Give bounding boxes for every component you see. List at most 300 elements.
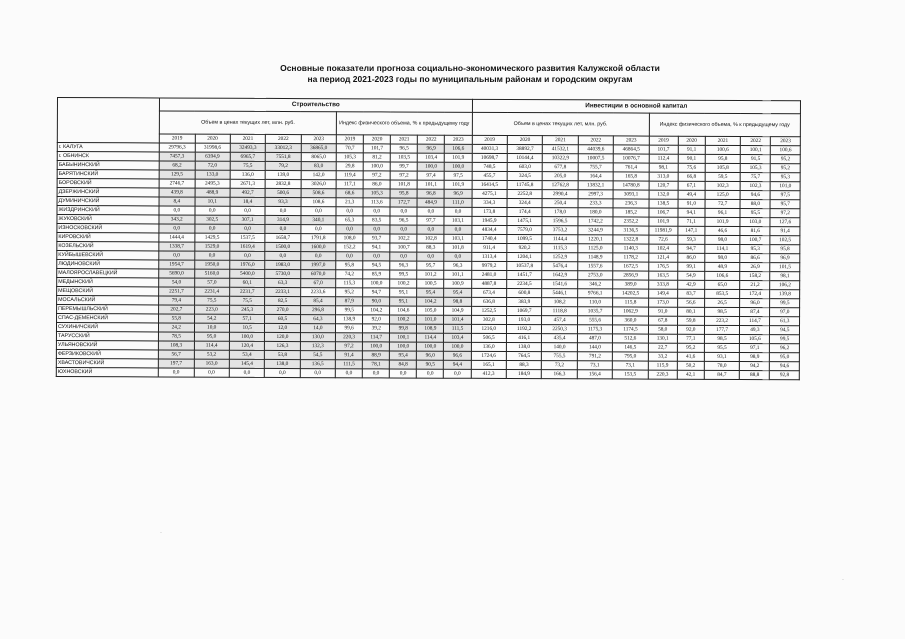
value-cell: 296,8 bbox=[300, 306, 335, 315]
value-cell: 92,8 bbox=[770, 371, 800, 380]
value-cell: 0,0 bbox=[229, 368, 264, 377]
value-cell: 98,0 bbox=[705, 235, 740, 244]
value-cell: 205,0 bbox=[543, 172, 578, 181]
value-cell: 95,4 bbox=[444, 288, 471, 297]
value-cell: 136,0 bbox=[471, 342, 506, 351]
municipality-name: г. КАЛУГА bbox=[57, 143, 159, 152]
value-cell: 2481,0 bbox=[471, 270, 506, 279]
value-cell: 92,0 bbox=[677, 325, 704, 334]
value-cell: 95,8 bbox=[336, 261, 363, 270]
value-cell: 96,0 bbox=[740, 298, 770, 307]
value-cell: 101,7 bbox=[649, 145, 678, 154]
value-cell: 755,5 bbox=[542, 352, 577, 361]
value-cell: 1724,6 bbox=[471, 351, 506, 360]
value-cell: 95,0 bbox=[770, 353, 800, 362]
value-cell: 603,0 bbox=[507, 162, 542, 171]
value-cell: 48,9 bbox=[705, 262, 740, 271]
value-cell: 91,4 bbox=[770, 227, 800, 236]
value-cell: 2671,3 bbox=[230, 179, 265, 188]
value-cell: 4887,8 bbox=[471, 279, 506, 288]
value-cell: 100,7 bbox=[390, 243, 417, 252]
indicators-table bbox=[56, 97, 801, 380]
value-cell: 108,9 bbox=[417, 324, 444, 333]
value-cell: 1192,2 bbox=[506, 324, 541, 333]
value-cell: 94,7 bbox=[363, 288, 390, 297]
value-cell: 0,0 bbox=[390, 207, 417, 216]
subheader-investment-index: Индекс физического объема, % к предыдущему году bbox=[649, 113, 800, 137]
year-header: 2023 bbox=[445, 135, 472, 144]
value-cell: 2832,8 bbox=[265, 179, 300, 188]
value-cell: 72,7 bbox=[705, 199, 740, 208]
value-cell: 102,4 bbox=[648, 244, 677, 253]
value-cell: 85,4 bbox=[300, 297, 335, 306]
value-cell: 324,5 bbox=[507, 171, 542, 180]
value-cell: 313,0 bbox=[649, 172, 678, 181]
document-title-line1: Основные показатели прогноза социально-экономического развития Калужской области bbox=[280, 63, 660, 73]
value-cell: 26,9 bbox=[740, 262, 770, 271]
value-cell: 102,3 bbox=[705, 181, 740, 190]
value-cell: 95,8 bbox=[390, 189, 417, 198]
value-cell: 46864,5 bbox=[613, 145, 648, 154]
value-cell: 67,0 bbox=[300, 279, 335, 288]
value-cell: 101,8 bbox=[390, 180, 417, 189]
value-cell: 12762,8 bbox=[543, 181, 578, 190]
value-cell: 24,2 bbox=[159, 323, 194, 332]
value-cell: 164,4 bbox=[578, 172, 613, 181]
value-cell: 1429,5 bbox=[194, 233, 229, 242]
value-cell: 40031,3 bbox=[472, 144, 507, 153]
value-cell: 81,6 bbox=[740, 226, 770, 235]
value-cell: 677,8 bbox=[543, 163, 578, 172]
value-cell: 99,8 bbox=[390, 324, 417, 333]
value-cell: 90,0 bbox=[363, 297, 390, 306]
value-cell: 555,6 bbox=[577, 316, 612, 325]
value-cell: 4834,4 bbox=[472, 225, 507, 234]
value-cell: 101,1 bbox=[444, 270, 471, 279]
value-cell: 172,4 bbox=[740, 289, 770, 298]
value-cell: 1740,4 bbox=[471, 234, 506, 243]
value-cell: 2250,3 bbox=[542, 325, 577, 334]
value-cell: 1642,9 bbox=[542, 271, 577, 280]
value-cell: 178,0 bbox=[542, 208, 577, 217]
value-cell: 50,2 bbox=[677, 361, 704, 370]
value-cell: 94,2 bbox=[740, 361, 770, 370]
value-cell: 90,1 bbox=[678, 154, 705, 163]
value-cell: 102,5 bbox=[770, 236, 800, 245]
value-cell: 9766,1 bbox=[577, 289, 612, 298]
year-header: 2023 bbox=[771, 137, 801, 146]
value-cell: 56,7 bbox=[158, 350, 193, 359]
value-cell: 0,0 bbox=[444, 252, 471, 261]
value-cell: 0,0 bbox=[336, 252, 363, 261]
value-cell: 100,0 bbox=[445, 162, 472, 171]
value-cell: 31998,6 bbox=[195, 143, 230, 152]
value-cell: 484,9 bbox=[417, 198, 444, 207]
value-cell: 80,1 bbox=[677, 307, 704, 316]
value-cell: 95,2 bbox=[771, 155, 801, 164]
value-cell: 3026,0 bbox=[301, 180, 336, 189]
value-cell: 97,5 bbox=[771, 191, 801, 200]
value-cell: 223,0 bbox=[194, 305, 229, 314]
value-cell: 49,4 bbox=[678, 190, 705, 199]
municipality-name: КУЙБЫШЕВСКИЙ bbox=[57, 251, 159, 260]
value-cell: 120,0 bbox=[265, 332, 300, 341]
value-cell: 165,1 bbox=[471, 360, 506, 369]
value-cell: 91,1 bbox=[678, 145, 705, 154]
value-cell: 68,6 bbox=[336, 189, 363, 198]
value-cell: 4275,1 bbox=[472, 189, 507, 198]
value-cell: 114,7 bbox=[363, 333, 390, 342]
value-cell: 1035,7 bbox=[577, 307, 612, 316]
value-cell: 95,5 bbox=[704, 343, 739, 352]
value-cell: 1062,9 bbox=[613, 307, 648, 316]
municipality-name: ЖИЗДРИНСКИЙ bbox=[57, 206, 159, 215]
document-title-line2: на период 2021-2023 годы по муниципальным районам и городским округам bbox=[307, 74, 633, 84]
value-cell: 100,0 bbox=[417, 342, 444, 351]
value-cell: 1997,0 bbox=[300, 261, 335, 270]
year-header: 2022 bbox=[418, 135, 445, 144]
value-cell: 360,0 bbox=[613, 316, 648, 325]
value-cell: 10698,7 bbox=[472, 153, 507, 162]
value-cell: 100,0 bbox=[363, 342, 390, 351]
year-header: 2021 bbox=[705, 136, 740, 145]
value-cell: 98,9 bbox=[740, 352, 770, 361]
value-cell: 0,0 bbox=[159, 206, 194, 215]
value-cell: 100,6 bbox=[771, 146, 801, 155]
value-cell: 105,3 bbox=[363, 189, 390, 198]
value-cell: 83,7 bbox=[677, 289, 704, 298]
value-cell: 99,6 bbox=[336, 324, 363, 333]
municipality-name: МАЛОЯРОСЛАВЕЦКИЙ bbox=[57, 269, 159, 278]
value-cell: 56,6 bbox=[677, 298, 704, 307]
value-cell: 101,9 bbox=[445, 180, 472, 189]
value-cell: 3093,1 bbox=[613, 190, 648, 199]
value-cell: 307,1 bbox=[230, 215, 265, 224]
value-cell: 108,2 bbox=[542, 298, 577, 307]
value-cell: 3136,5 bbox=[613, 226, 648, 235]
value-cell: 220,3 bbox=[648, 370, 677, 379]
value-cell: 96,9 bbox=[418, 144, 445, 153]
municipality-name: ФЕРЗИКОВСКИЙ bbox=[56, 349, 158, 358]
value-cell: 0,0 bbox=[300, 369, 335, 378]
value-cell: 54,2 bbox=[194, 314, 229, 323]
value-cell: 96,3 bbox=[444, 261, 471, 270]
year-header: 2020 bbox=[678, 136, 705, 145]
value-cell: 61,3 bbox=[770, 317, 800, 326]
value-cell: 78,0 bbox=[704, 361, 739, 370]
value-cell: 104,6 bbox=[390, 306, 417, 315]
value-cell: 73,1 bbox=[613, 361, 648, 370]
municipality-name: ПЕРЕМЫШЛЬСКИЙ bbox=[57, 305, 159, 314]
value-cell: 87,4 bbox=[740, 307, 770, 316]
value-cell: 1204,1 bbox=[507, 252, 542, 261]
value-cell: 136,0 bbox=[230, 170, 265, 179]
value-cell: 0,0 bbox=[158, 368, 193, 377]
value-cell: 506,5 bbox=[471, 333, 506, 342]
municipality-name: УЛЬЯНОВСКИЙ bbox=[56, 340, 158, 349]
value-cell: 487,0 bbox=[577, 334, 612, 343]
value-cell: 1451,7 bbox=[507, 270, 542, 279]
value-cell: 68,2 bbox=[159, 161, 194, 170]
value-cell: 1125,0 bbox=[578, 244, 613, 253]
value-cell: 83,0 bbox=[301, 162, 336, 171]
value-cell: 220,3 bbox=[336, 333, 363, 342]
value-cell: 42,9 bbox=[677, 280, 704, 289]
value-cell: 223,2 bbox=[704, 316, 739, 325]
year-header: 2023 bbox=[301, 135, 336, 144]
value-cell: 72,6 bbox=[649, 235, 678, 244]
value-cell: 346,2 bbox=[577, 280, 612, 289]
value-cell: 185,2 bbox=[613, 208, 648, 217]
value-cell: 95,7 bbox=[771, 200, 801, 209]
value-cell: 1672,5 bbox=[613, 262, 648, 271]
value-cell: 302,5 bbox=[194, 215, 229, 224]
value-cell: 87,9 bbox=[336, 297, 363, 306]
value-cell: 5160,0 bbox=[194, 269, 229, 278]
subheader-construction-index: Индекс физического объема, % к предыдущему году bbox=[336, 112, 472, 136]
value-cell: 439,8 bbox=[159, 188, 194, 197]
value-cell: 101,0 bbox=[771, 182, 801, 191]
value-cell: 0,0 bbox=[194, 206, 229, 215]
value-cell: 102,3 bbox=[740, 181, 770, 190]
value-cell: 1175,3 bbox=[577, 325, 612, 334]
value-cell: 97,0 bbox=[770, 308, 800, 317]
value-cell: 2231,7 bbox=[230, 287, 265, 296]
value-cell: 130,0 bbox=[300, 333, 335, 342]
value-cell: 96,0 bbox=[417, 351, 444, 360]
value-cell: 10,5 bbox=[229, 323, 264, 332]
municipality-name: ТАРУССКИЙ bbox=[56, 331, 158, 340]
value-cell: 10144,4 bbox=[507, 153, 542, 162]
value-cell: 6394,9 bbox=[195, 152, 230, 161]
value-cell: 99,5 bbox=[770, 299, 800, 308]
value-cell: 26,5 bbox=[704, 298, 739, 307]
value-cell: 112,4 bbox=[649, 154, 678, 163]
value-cell: 59,8 bbox=[677, 316, 704, 325]
value-cell: 2352,2 bbox=[613, 217, 648, 226]
value-cell: 156,4 bbox=[577, 370, 612, 379]
value-cell: 86,0 bbox=[363, 180, 390, 189]
value-cell: 2231,4 bbox=[194, 287, 229, 296]
value-cell: 389,0 bbox=[613, 280, 648, 289]
value-cell: 75,7 bbox=[740, 172, 770, 181]
value-cell: 138,0 bbox=[506, 342, 541, 351]
value-cell: 82,5 bbox=[265, 296, 300, 305]
value-cell: 53,2 bbox=[194, 350, 229, 359]
value-cell: 63,3 bbox=[265, 278, 300, 287]
value-cell: 10537,8 bbox=[507, 261, 542, 270]
value-cell: 334,3 bbox=[472, 198, 507, 207]
value-cell: 10322,9 bbox=[543, 154, 578, 163]
value-cell: 59,5 bbox=[705, 172, 740, 181]
value-cell: 147,1 bbox=[678, 226, 705, 235]
year-header: 2022 bbox=[578, 136, 613, 145]
year-header: 2020 bbox=[507, 135, 542, 144]
value-cell: 67,1 bbox=[678, 181, 705, 190]
value-cell: 102,2 bbox=[390, 234, 417, 243]
value-cell: 53,8 bbox=[265, 350, 300, 359]
value-cell: 176,5 bbox=[648, 262, 677, 271]
value-cell: 54,5 bbox=[300, 351, 335, 360]
value-cell: 1983,0 bbox=[265, 260, 300, 269]
value-cell: 127,6 bbox=[770, 218, 800, 227]
value-cell: 96,5 bbox=[390, 216, 417, 225]
section-investment: Инвестиции в основной капитал bbox=[472, 99, 800, 113]
value-cell: 0,0 bbox=[417, 225, 444, 234]
value-cell: 95,0 bbox=[194, 332, 229, 341]
value-cell: 0,0 bbox=[363, 225, 390, 234]
value-cell: 1976,0 bbox=[230, 260, 265, 269]
value-cell: 233,3 bbox=[578, 199, 613, 208]
value-cell: 95,8 bbox=[770, 245, 800, 254]
value-cell: 81,2 bbox=[363, 153, 390, 162]
value-cell: 2252,8 bbox=[507, 189, 542, 198]
value-cell: 166,3 bbox=[542, 370, 577, 379]
value-cell: 2856,9 bbox=[613, 271, 648, 280]
value-cell: 73,2 bbox=[542, 361, 577, 370]
value-cell: 97,4 bbox=[418, 171, 445, 180]
value-cell: 0,0 bbox=[417, 207, 444, 216]
value-cell: 95,2 bbox=[771, 164, 801, 173]
value-cell: 1313,4 bbox=[471, 252, 506, 261]
value-cell: 10,1 bbox=[195, 197, 230, 206]
value-cell: 9979,2 bbox=[471, 261, 506, 270]
value-cell: 101,9 bbox=[445, 153, 472, 162]
value-cell: 99,5 bbox=[336, 306, 363, 315]
value-cell: 455,7 bbox=[472, 171, 507, 180]
value-cell: 1252,5 bbox=[471, 306, 506, 315]
value-cell: 75,5 bbox=[230, 161, 265, 170]
value-cell: 145,4 bbox=[229, 359, 264, 368]
value-cell: 114,1 bbox=[705, 244, 740, 253]
value-cell: 125,0 bbox=[705, 190, 740, 199]
municipality-name: ЮХНОВСКИЙ bbox=[56, 367, 158, 376]
value-cell: 121,4 bbox=[648, 253, 677, 262]
value-cell: 0,0 bbox=[390, 369, 417, 378]
value-cell: 98,5 bbox=[704, 307, 739, 316]
value-cell: 93,3 bbox=[265, 197, 300, 206]
value-cell: 1148,9 bbox=[578, 253, 613, 262]
value-cell: 1118,8 bbox=[542, 307, 577, 316]
value-cell: 77,1 bbox=[677, 334, 704, 343]
value-cell: 1950,0 bbox=[194, 260, 229, 269]
value-cell: 38892,7 bbox=[507, 144, 542, 153]
value-cell: 91,4 bbox=[335, 351, 362, 360]
year-header: 2019 bbox=[472, 135, 507, 144]
value-cell: 115,8 bbox=[613, 298, 648, 307]
value-cell: 139,8 bbox=[770, 290, 800, 299]
value-cell: 126,3 bbox=[265, 341, 300, 350]
value-cell: 673,4 bbox=[471, 288, 506, 297]
value-cell: 120,7 bbox=[649, 181, 678, 190]
value-cell: 100,2 bbox=[390, 279, 417, 288]
value-cell: 99,5 bbox=[390, 270, 417, 279]
value-cell: 1144,4 bbox=[542, 235, 577, 244]
value-cell: 84,8 bbox=[390, 360, 417, 369]
value-cell: 111,0 bbox=[444, 198, 471, 207]
value-cell: 101,1 bbox=[417, 180, 444, 189]
value-cell: 343,2 bbox=[159, 215, 194, 224]
value-cell: 16414,5 bbox=[472, 180, 507, 189]
value-cell: 54,0 bbox=[159, 278, 194, 287]
value-cell: 1338,7 bbox=[159, 242, 194, 251]
value-cell: 95,1 bbox=[390, 288, 417, 297]
value-cell: 105,3 bbox=[740, 163, 770, 172]
value-cell: 3753,2 bbox=[542, 226, 577, 235]
value-cell: 95,2 bbox=[336, 288, 363, 297]
value-cell: 1557,6 bbox=[578, 262, 613, 271]
value-cell: 140,0 bbox=[542, 343, 577, 352]
value-cell: 1216,0 bbox=[471, 324, 506, 333]
value-cell: 72,0 bbox=[195, 161, 230, 170]
municipality-name: ЛЮДИНОВСКИЙ bbox=[57, 260, 159, 269]
value-cell: 7579,0 bbox=[507, 225, 542, 234]
value-cell: 100,0 bbox=[229, 332, 264, 341]
value-cell: 1945,9 bbox=[472, 216, 507, 225]
value-cell: 457,4 bbox=[542, 316, 577, 325]
value-cell: 1537,5 bbox=[230, 233, 265, 242]
value-cell: 100,5 bbox=[417, 279, 444, 288]
value-cell: 0,0 bbox=[301, 252, 336, 261]
value-cell: 101,9 bbox=[705, 217, 740, 226]
value-cell: 0,0 bbox=[363, 252, 390, 261]
value-cell: 177,7 bbox=[704, 325, 739, 334]
value-cell: 748,5 bbox=[472, 162, 507, 171]
value-cell: 120,4 bbox=[229, 341, 264, 350]
value-cell: 96,9 bbox=[444, 189, 471, 198]
value-cell: 66,8 bbox=[678, 172, 705, 181]
value-cell: 0,0 bbox=[194, 251, 229, 260]
value-cell: 39,2 bbox=[363, 324, 390, 333]
value-cell: 92,0 bbox=[363, 315, 390, 324]
year-header: 2019 bbox=[336, 135, 363, 144]
value-cell: 49,3 bbox=[740, 325, 770, 334]
year-header: 2020 bbox=[364, 135, 391, 144]
value-cell: 1619,4 bbox=[230, 242, 265, 251]
value-cell: 0,0 bbox=[417, 252, 444, 261]
municipality-name: ИЗНОСКОВСКИЙ bbox=[57, 224, 159, 233]
value-cell: 314,9 bbox=[265, 215, 300, 224]
value-cell: 95,7 bbox=[417, 261, 444, 270]
value-cell: 75,6 bbox=[678, 163, 705, 172]
value-cell: 0,0 bbox=[159, 251, 194, 260]
value-cell: 88,9 bbox=[363, 351, 390, 360]
value-cell: 138,9 bbox=[336, 315, 363, 324]
value-cell: 755,7 bbox=[578, 163, 613, 172]
value-cell: 67,8 bbox=[648, 316, 677, 325]
value-cell: 100,1 bbox=[390, 333, 417, 342]
value-cell: 416,1 bbox=[506, 333, 541, 342]
value-cell: 0,0 bbox=[362, 369, 389, 378]
value-cell: 129,5 bbox=[159, 170, 194, 179]
value-cell: 101,5 bbox=[770, 263, 800, 272]
value-cell: 114,7 bbox=[740, 316, 770, 325]
value-cell: 95,1 bbox=[390, 297, 417, 306]
value-cell: 173,0 bbox=[648, 298, 677, 307]
value-cell: 59,3 bbox=[678, 235, 705, 244]
value-cell: 103,4 bbox=[418, 153, 445, 162]
municipality-name: БОРОВСКИЙ bbox=[57, 179, 159, 188]
value-cell: 113,6 bbox=[363, 198, 390, 207]
municipality-name: МЕЩОВСКИЙ bbox=[57, 287, 159, 296]
value-cell: 41532,1 bbox=[543, 145, 578, 154]
value-cell: 2251,7 bbox=[159, 287, 194, 296]
value-cell: 197,7 bbox=[158, 359, 193, 368]
value-cell: 104,2 bbox=[417, 297, 444, 306]
value-cell: 33012,3 bbox=[266, 143, 301, 152]
value-cell: 115,3 bbox=[336, 279, 363, 288]
value-cell: 5476,4 bbox=[542, 262, 577, 271]
